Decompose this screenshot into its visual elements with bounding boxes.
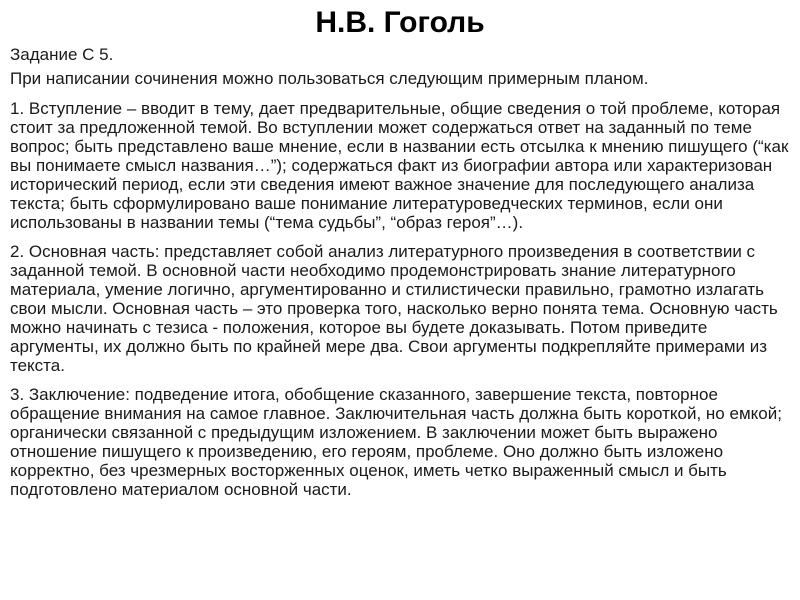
section-conclusion: 3. Заключение: подведение итога, обобщение сказанного, завершение текста, повторное обращение внимания на самое главное. Заключительная часть должна быть короткой, но емкой; органически связанной с предыдущим изложением. В заключении может быть выражено отношение пишущего к произведению, его героям, проблеме. Оно должно быть изложено корректно, без чрезмерных восторженных оценок, иметь четко выраженный смысл и быть подготовлено материалом основной части. bbox=[10, 385, 782, 499]
page-title: Н.В. Гоголь bbox=[315, 6, 485, 39]
section-main-part: 2. Основная часть: представляет собой анализ литературного произведения в соответствии с заданной темой. В основной части необходимо продемонстрировать знание литературного материала, умение логично, аргументированно и стилистически правильно, грамотно излагать свои мысли. Основная часть – это проверка того, насколько верно понята тема. Основную часть можно начинать с тезиса - положения, которое вы будете доказывать. Потом приведите аргументы, их должно быть по крайней мере два. Свои аргументы подкрепляйте примерами из текста. bbox=[10, 242, 778, 375]
section-introduction: 1. Вступление – вводит в тему, дает предварительные, общие сведения о той проблеме, которая стоит за предложенной темой. Во вступлении может содержаться ответ на заданный по теме вопрос; быть представлено ваше мнение, если в названии есть отсылка к мнению пишущего (“как вы понимаете смысл названия…”); содержаться факт из биографии автора или характеризован исторический период, если эти сведения имеют важное значение для последующего анализа текста; быть сформулировано ваше понимание литературоведческих терминов, если они использованы в названии темы (“тема судьбы”, “образ героя”…). bbox=[10, 99, 789, 232]
plan-intro: При написании сочинения можно пользоваться следующим примерным планом. bbox=[10, 69, 649, 88]
task-label: Задание С 5. bbox=[10, 45, 114, 64]
